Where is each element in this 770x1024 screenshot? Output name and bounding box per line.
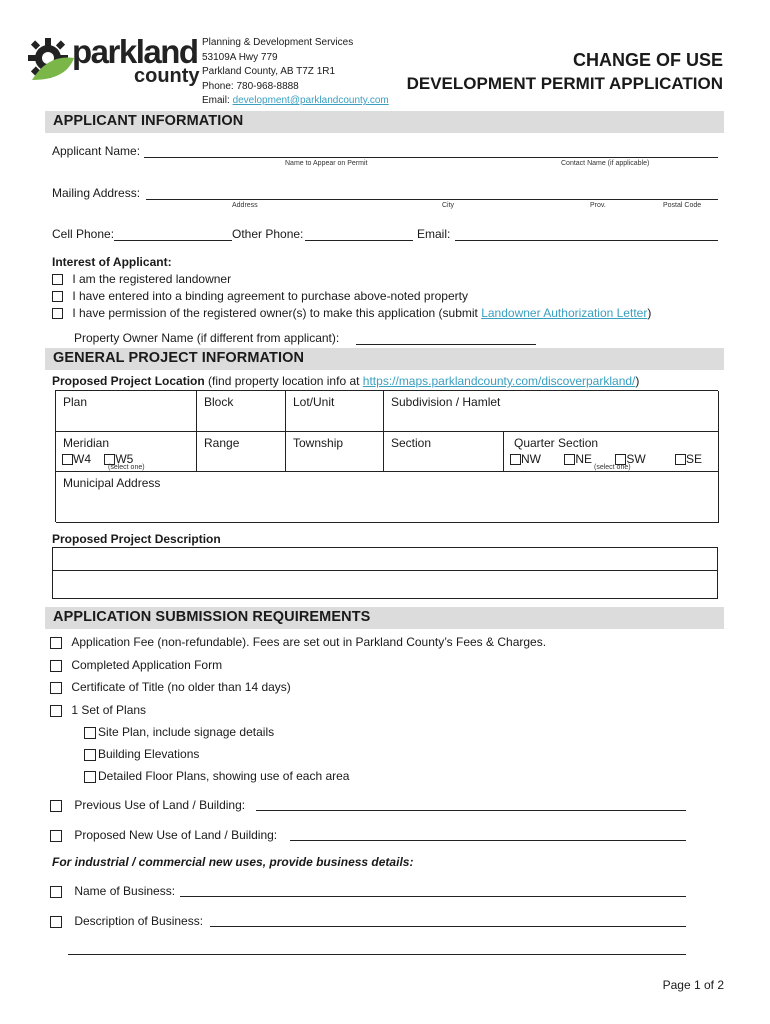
previous-use-checkbox[interactable] xyxy=(50,800,62,812)
interest-option-landowner[interactable]: I am the registered landowner xyxy=(52,272,231,286)
interest-option-agreement[interactable]: I have entered into a binding agreement to purchase above-noted property xyxy=(52,289,468,303)
quarter-ne-checkbox[interactable] xyxy=(564,454,575,465)
other-phone-label: Other Phone: xyxy=(232,227,304,241)
requirements-section-header: APPLICATION SUBMISSION REQUIREMENTS xyxy=(45,607,724,629)
interest-permission-checkbox[interactable] xyxy=(52,308,63,319)
logo-word-parkland: parkland xyxy=(72,33,198,70)
quarter-nw-checkbox[interactable] xyxy=(510,454,521,465)
interest-agreement-checkbox[interactable] xyxy=(52,291,63,302)
business-name-checkbox[interactable] xyxy=(50,886,62,898)
plans-checkbox[interactable] xyxy=(50,705,62,717)
org-contact-block xyxy=(202,36,389,109)
proposed-use-row: Proposed New Use of Land / Building: xyxy=(50,828,277,842)
meridian-select-one: (select one) xyxy=(108,464,145,471)
property-owner-label: Property Owner Name (if different from applicant): xyxy=(74,331,340,345)
county-logo xyxy=(26,34,198,92)
email-field-label: Email: xyxy=(417,227,451,241)
block-cell[interactable]: Block xyxy=(204,395,234,409)
applicant-name-field[interactable] xyxy=(144,144,718,158)
form-title xyxy=(407,48,723,96)
meridian-cell: Meridian W4 W5 (select one) xyxy=(56,432,197,472)
floor-plans-checkbox[interactable] xyxy=(84,771,96,783)
email-link[interactable]: development@parklandcounty.com xyxy=(232,95,389,107)
address-line-1: 53109A Hwy 779 xyxy=(202,51,278,63)
cell-phone-field[interactable] xyxy=(114,227,232,241)
plan-floor[interactable]: Detailed Floor Plans, showing use of each area xyxy=(84,769,349,783)
project-location-line: Proposed Project Location (find property location info at https://maps.parklandcounty.com/discoverparkland/) xyxy=(52,374,640,388)
industrial-note: For industrial / commercial new uses, provide business details: xyxy=(52,855,414,869)
business-description-field-2[interactable] xyxy=(68,941,686,955)
title-checkbox[interactable] xyxy=(50,682,62,694)
requirement-title[interactable]: Certificate of Title (no older than 14 days) xyxy=(50,680,291,694)
gear-leaf-icon xyxy=(26,36,76,86)
title-line-2: DEVELOPMENT PERMIT APPLICATION xyxy=(406,74,723,93)
previous-use-field[interactable] xyxy=(256,797,686,811)
form-checkbox[interactable] xyxy=(50,660,62,672)
location-table xyxy=(55,390,718,522)
requirement-form[interactable]: Completed Application Form xyxy=(50,658,222,672)
org-line: Planning & Development Services xyxy=(202,37,354,48)
range-cell[interactable]: Range xyxy=(204,436,240,450)
applicant-name-label: Applicant Name: xyxy=(52,144,141,158)
lot-unit-cell[interactable]: Lot/Unit xyxy=(293,395,335,409)
business-description-field[interactable] xyxy=(210,913,686,927)
interest-option-permission[interactable]: I have permission of the registered owner(s) to make this application (submit Landowner Authorization Letter) xyxy=(52,306,651,320)
mail-sub-city: City xyxy=(442,202,455,209)
requirement-fee[interactable]: Application Fee (non-refundable). Fees are set out in Parkland County’s Fees & Charges. xyxy=(50,635,546,649)
site-plan-checkbox[interactable] xyxy=(84,727,96,739)
previous-use-row: Previous Use of Land / Building: xyxy=(50,798,245,812)
section-cell[interactable]: Section xyxy=(391,436,432,450)
plan-cell[interactable]: Plan xyxy=(63,395,88,409)
quarter-select-one: (select one) xyxy=(594,464,631,471)
township-cell[interactable]: Township xyxy=(293,436,344,450)
requirement-plans[interactable]: 1 Set of Plans xyxy=(50,703,146,717)
subdivision-hamlet-cell[interactable]: Subdivision / Hamlet xyxy=(391,395,501,409)
project-section-header: GENERAL PROJECT INFORMATION xyxy=(45,348,724,370)
title-line-1: CHANGE OF USE xyxy=(572,50,723,70)
applicant-section-header: APPLICANT INFORMATION xyxy=(45,111,724,133)
project-description-box[interactable] xyxy=(52,547,718,599)
proposed-use-checkbox[interactable] xyxy=(50,830,62,842)
discover-parkland-link[interactable]: https://maps.parklandcounty.com/discoverparkland/ xyxy=(362,374,636,388)
business-description-checkbox[interactable] xyxy=(50,916,62,928)
interest-title: Interest of Applicant: xyxy=(52,255,172,269)
other-phone-field[interactable] xyxy=(305,227,413,241)
mailing-address-label: Mailing Address: xyxy=(52,186,141,200)
property-owner-field[interactable] xyxy=(356,331,536,345)
name-sub-permit: Name to Appear on Permit xyxy=(285,160,368,167)
email-label: Email: xyxy=(202,95,233,107)
name-sub-contact: Contact Name (if applicable) xyxy=(561,160,650,167)
phone-line: Phone: 780-968-8888 xyxy=(202,80,299,92)
quarter-se-checkbox[interactable] xyxy=(675,454,686,465)
logo-word-county: county xyxy=(134,65,200,87)
business-description-row: Description of Business: xyxy=(50,914,203,928)
plan-site[interactable]: Site Plan, include signage details xyxy=(84,725,274,739)
meridian-w4-checkbox[interactable] xyxy=(62,454,73,465)
mail-sub-prov: Prov. xyxy=(590,202,606,209)
interest-landowner-checkbox[interactable] xyxy=(52,274,63,285)
address-line-2: Parkland County, AB T7Z 1R1 xyxy=(202,66,336,78)
elevations-checkbox[interactable] xyxy=(84,749,96,761)
quarter-section-cell: Quarter Section NW NE SW SE (select one) xyxy=(504,432,719,472)
business-name-row: Name of Business: xyxy=(50,884,175,898)
email-field[interactable] xyxy=(455,227,718,241)
page-number: Page 1 of 2 xyxy=(662,978,724,992)
mail-sub-postal: Postal Code xyxy=(663,202,702,209)
cell-phone-label: Cell Phone: xyxy=(52,227,115,241)
authorization-letter-link[interactable]: Landowner Authorization Letter xyxy=(481,306,648,320)
project-description-label: Proposed Project Description xyxy=(52,532,221,546)
fee-checkbox[interactable] xyxy=(50,637,62,649)
plan-elevations[interactable]: Building Elevations xyxy=(84,747,199,761)
proposed-use-field[interactable] xyxy=(290,827,686,841)
business-name-field[interactable] xyxy=(180,883,686,897)
mailing-address-field[interactable] xyxy=(146,186,718,200)
municipal-address-cell[interactable]: Municipal Address xyxy=(63,476,161,490)
mail-sub-address: Address xyxy=(232,202,258,209)
